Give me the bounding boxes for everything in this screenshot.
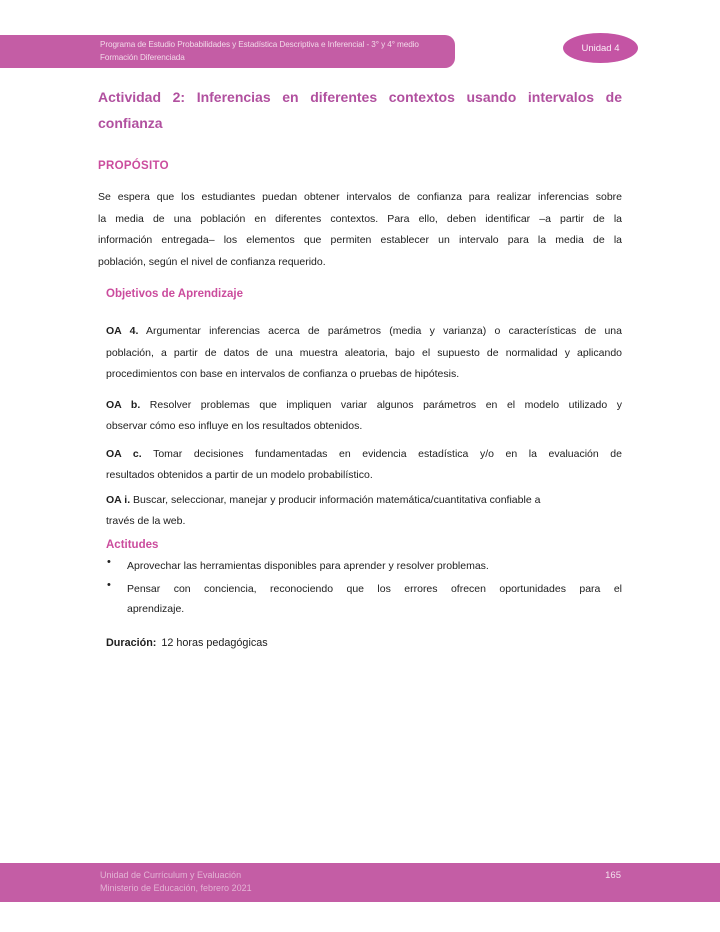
header-band — [0, 35, 455, 68]
proposito-heading: PROPÓSITO — [98, 160, 169, 172]
bullet-icon: • — [107, 555, 111, 568]
oa-item-c: OA c. Tomar decisiones fundamentadas en evidencia estadística y/o en la evaluación de resultados obtenidos a partir de un modelo probabilístico. — [106, 447, 622, 481]
duration-value: 12 horas pedagógicas — [161, 636, 268, 649]
page-number: 165 — [605, 870, 621, 881]
list-item — [106, 579, 622, 619]
bullet-icon: • — [107, 578, 111, 591]
objetivos-heading: Objetivos de Aprendizaje — [106, 288, 243, 300]
actitudes-list — [106, 556, 622, 619]
actitudes-heading: Actitudes — [106, 538, 159, 551]
activity-title: Actividad 2: Inferencias en diferentes contextos usando intervalos de confianza — [98, 89, 622, 131]
footer-band — [0, 863, 720, 902]
footer-line1: Unidad de Currículum y Evaluación — [100, 870, 242, 880]
footer-line2: Ministerio de Educación, febrero 2021 — [100, 882, 252, 893]
program-title-line2: Formación Diferenciada — [100, 52, 185, 62]
oa-item-4: OA 4. Argumentar inferencias acerca de parámetros (media y varianza) o características de una población, a partir de datos de una muestra aleatoria, bajo el supuesto de normalidad y aplicando procedimientos con base en intervalos de confianza o pruebas de hipótesis. — [106, 325, 622, 380]
actitud-text: Pensar con conciencia, reconociendo que los errores ofrecen oportunidades para el aprendizaje. — [127, 582, 622, 615]
actitud-text: Aprovechar las herramientas disponibles para aprender y resolver problemas. — [127, 559, 489, 572]
list-item — [106, 556, 622, 576]
proposito-paragraph: Se espera que los estudiantes puedan obtener intervalos de confianza para realizar inferencias sobre la media de una población en diferentes contextos. Para ello, deben identificar –a partir de la información entregada– los elementos que permiten establecer un intervalo para la media de la población, según el nivel de confianza requerido. — [98, 191, 622, 268]
program-title-line1: Programa de Estudio Probabilidades y Estadística Descriptiva e Inferencial - 3° y 4° medio — [100, 40, 419, 49]
oa-item-i: OA i. Buscar, seleccionar, manejar y producir información matemática/cuantitativa confiable a través de la web. — [106, 493, 541, 527]
duration-line — [106, 633, 622, 654]
objectives-section — [106, 288, 622, 654]
page-content — [98, 84, 622, 654]
unit-badge: Unidad 4 — [563, 33, 638, 63]
oa-item-b: OA b. Resolver problemas que impliquen variar algunos parámetros en el modelo utilizado y observar cómo eso influye en los resultados obtenidos. — [106, 398, 622, 432]
duration-label: Duración: — [106, 636, 157, 649]
